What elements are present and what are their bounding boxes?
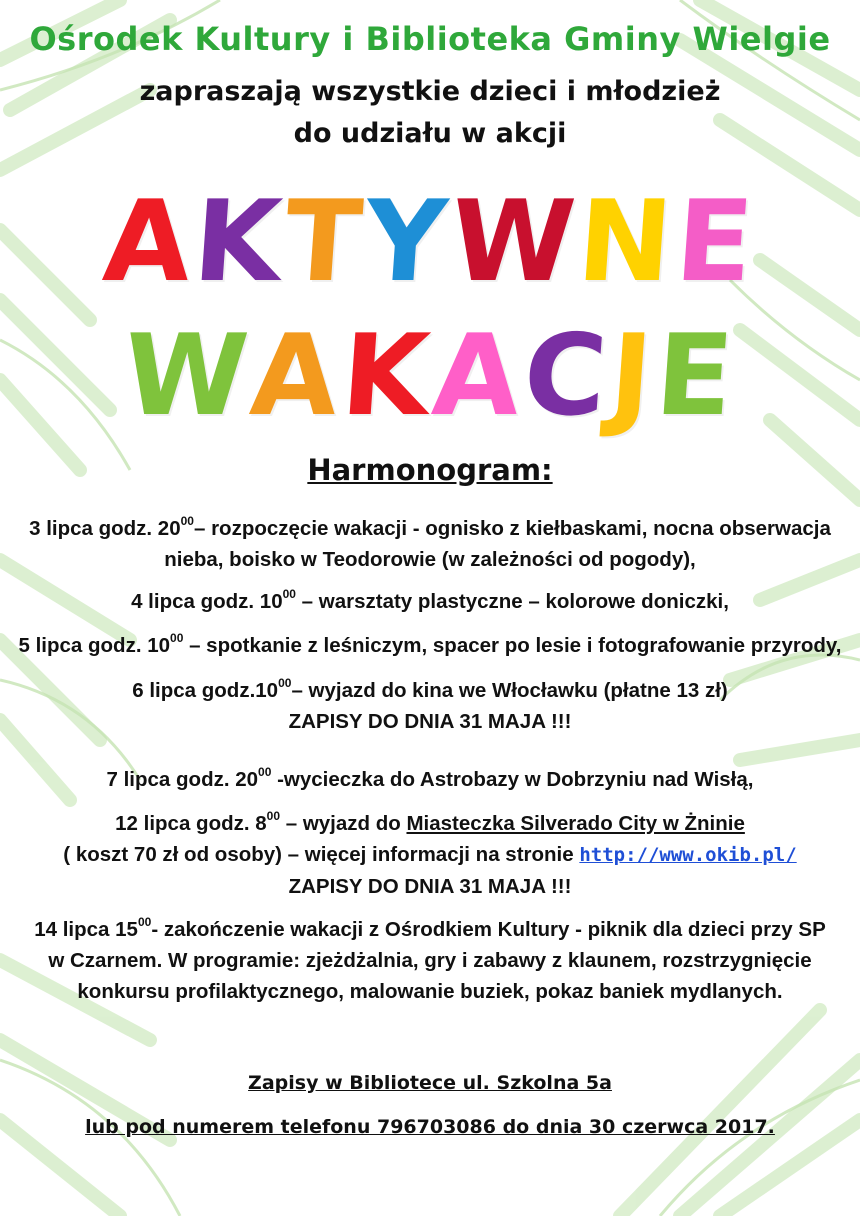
- schedule-heading: Harmonogram:: [307, 453, 553, 487]
- headline-letter: A: [99, 177, 199, 307]
- schedule-item: [10, 675, 850, 737]
- invitation-line-1: zapraszają wszystkie dzieci i młodzież: [139, 76, 721, 107]
- item-time-minutes: 00: [282, 587, 296, 602]
- headline-letter: C: [519, 311, 615, 441]
- item-description: w Czarnem. W programie: zjeżdżalnia, gry i zabawy z klaunem, rozstrzygnięcie: [48, 949, 812, 972]
- schedule-item: [10, 914, 850, 1007]
- item-time-minutes: 00: [278, 676, 292, 691]
- item-time-minutes: 00: [137, 915, 152, 930]
- headline-letter: A: [246, 311, 347, 441]
- item-time-minutes: 00: [180, 514, 194, 529]
- headline-letter: A: [428, 311, 529, 441]
- headline-letter: W: [119, 311, 257, 441]
- item-description: nieba, boisko w Teodorowie (w zależności od pogody),: [164, 548, 696, 571]
- item-time-minutes: 00: [170, 631, 184, 646]
- item-description: – rozpoczęcie wakacji - ognisko z kiełbaskami, nocna obserwacja: [193, 517, 831, 540]
- item-date: 6 lipca godz.10: [132, 679, 279, 702]
- headline-letter: T: [280, 177, 371, 307]
- headline-aktywne: [0, 177, 860, 307]
- registration-deadline-note: ZAPISY DO DNIA 31 MAJA !!!: [288, 710, 572, 733]
- item-description: – spotkanie z leśniczym, spacer po lesie i fotografowanie przyrody,: [183, 634, 842, 657]
- item-date: 12 lipca godz. 8: [115, 812, 267, 835]
- item-description: konkursu profilaktycznego, malowanie buziek, pokaz baniek mydlanych.: [77, 980, 783, 1003]
- headline-letter: N: [573, 177, 681, 307]
- headline-letter: Y: [360, 177, 456, 307]
- item-time-minutes: 00: [266, 809, 281, 824]
- item-description: - zakończenie wakacji z Ośrodkiem Kultury - piknik dla dzieci przy SP: [151, 918, 826, 941]
- invitation-line-2: do udziału w akcji: [293, 118, 567, 149]
- item-description: – wyjazd do: [280, 812, 407, 835]
- headline-wakacje: [0, 311, 860, 441]
- okib-website-link[interactable]: http://www.okib.pl/: [579, 844, 797, 866]
- item-date: 4 lipca godz. 10: [131, 590, 283, 613]
- headline-letter: W: [446, 177, 583, 307]
- registration-deadline-note: ZAPISY DO DNIA 31 MAJA !!!: [288, 875, 572, 898]
- headline-letter: E: [650, 311, 741, 441]
- schedule-item: [10, 513, 850, 575]
- item-date: 3 lipca godz. 20: [29, 517, 181, 540]
- headline-letter: E: [671, 177, 761, 307]
- registration-phone: lub pod numerem telefonu 796703086 do dnia 30 czerwca 2017.: [85, 1116, 775, 1138]
- item-date: 7 lipca godz. 20: [106, 768, 259, 791]
- item-description: – wyjazd do kina we Włocławku (płatne 13 zł): [291, 679, 728, 702]
- schedule-item: [10, 586, 850, 617]
- item-description: -wycieczka do Astrobazy w Dobrzyniu nad Wisłą,: [271, 768, 754, 791]
- item-description: ( koszt 70 zł od osoby) – więcej informacji na stronie: [63, 843, 580, 866]
- item-date: 14 lipca 15: [34, 918, 138, 941]
- schedule-item: [10, 630, 850, 661]
- silverado-city-link[interactable]: Miasteczka Silverado City w Żninie: [406, 812, 745, 835]
- headline-letter: K: [189, 177, 290, 307]
- headline-letter: K: [337, 311, 438, 441]
- item-time-minutes: 00: [258, 765, 272, 780]
- headline-letter: J: [605, 311, 661, 441]
- item-description: – warsztaty plastyczne – kolorowe doniczki,: [295, 590, 729, 613]
- schedule-item: [10, 808, 850, 902]
- item-date: 5 lipca godz. 10: [18, 634, 171, 657]
- schedule-item: [10, 764, 850, 795]
- registration-location: Zapisy w Bibliotece ul. Szkolna 5a: [248, 1072, 612, 1094]
- organizer-title: Ośrodek Kultury i Biblioteka Gminy Wielgie: [29, 20, 831, 58]
